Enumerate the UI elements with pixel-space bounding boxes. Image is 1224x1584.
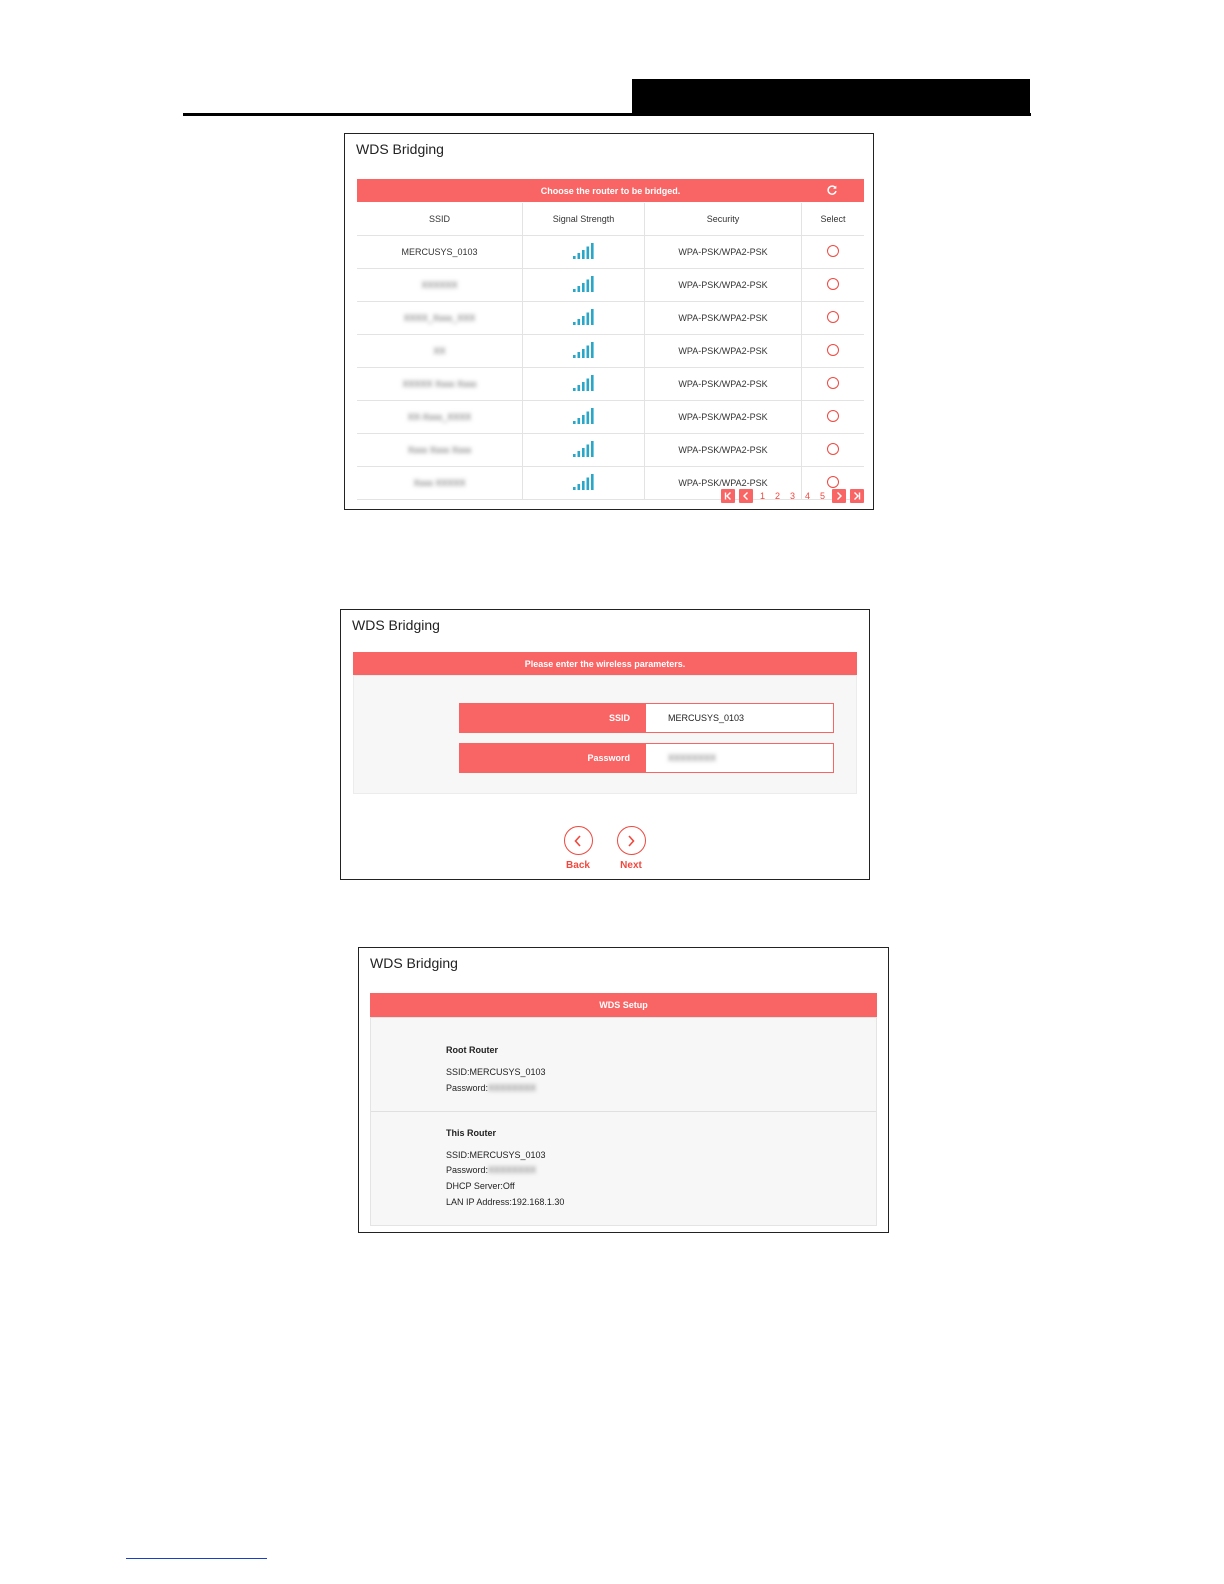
- select-cell: [802, 269, 865, 302]
- security-text: WPA-PSK/WPA2-PSK: [678, 379, 768, 389]
- column-header-ssid: SSID: [357, 203, 523, 236]
- panel-title: WDS Bridging: [370, 955, 458, 971]
- signal-strength-icon: [573, 441, 595, 459]
- ssid-cell: [357, 467, 523, 500]
- banner: Please enter the wireless parameters.: [353, 652, 857, 675]
- chevron-right-icon: [617, 826, 646, 855]
- footer-link-underline: [126, 1558, 267, 1559]
- signal-cell: [523, 401, 645, 434]
- password-value: XXXXXXXX: [668, 753, 717, 763]
- this-router-password: [446, 1165, 536, 1175]
- last-page-button[interactable]: [850, 489, 864, 503]
- ssid-cell: [357, 236, 523, 269]
- ssid-text: Xxxx Xxxx Xxxx: [407, 445, 472, 455]
- security-text: WPA-PSK/WPA2-PSK: [678, 445, 768, 455]
- table-row[interactable]: [357, 302, 864, 335]
- password-field: [459, 743, 834, 773]
- signal-strength-icon: [573, 342, 595, 360]
- security-text: WPA-PSK/WPA2-PSK: [678, 478, 768, 488]
- select-radio[interactable]: [827, 311, 839, 323]
- ssid-cell: [357, 302, 523, 335]
- ssid-text: XXXX_Xxxx_XXX: [403, 313, 476, 323]
- wds-setup-summary-panel: [358, 947, 889, 1233]
- panel-title: WDS Bridging: [352, 617, 440, 633]
- next-label: Next: [620, 860, 642, 871]
- column-header-select: Select: [802, 203, 865, 236]
- ssid-text: Xxxx XXXXX: [413, 478, 466, 488]
- next-page-button[interactable]: [832, 489, 846, 503]
- ssid-text: MERCUSYS_0103: [401, 247, 478, 257]
- this-router-title: This Router: [446, 1128, 497, 1138]
- ssid-text: XX-Xxxx_XXXX: [407, 412, 472, 422]
- this-router-lan-ip: LAN IP Address:192.168.1.30: [446, 1197, 565, 1207]
- security-cell: [645, 401, 802, 434]
- router-table: [357, 203, 864, 500]
- header-block: [632, 79, 1030, 116]
- ssid-text: XXXXX Xxxx Xxxx: [402, 379, 477, 389]
- signal-cell: [523, 434, 645, 467]
- security-text: WPA-PSK/WPA2-PSK: [678, 280, 768, 290]
- signal-cell: [523, 467, 645, 500]
- select-radio[interactable]: [827, 344, 839, 356]
- wds-router-list-panel: [344, 133, 874, 510]
- select-cell: [802, 401, 865, 434]
- section-divider: [371, 1111, 876, 1112]
- select-cell: [802, 368, 865, 401]
- refresh-icon[interactable]: [826, 184, 838, 196]
- column-header-security: Security: [645, 203, 802, 236]
- this-password-value: XXXXXXXX: [488, 1165, 537, 1175]
- ssid-field: [459, 703, 834, 733]
- table-row[interactable]: [357, 335, 864, 368]
- signal-cell: [523, 269, 645, 302]
- this-router-dhcp: DHCP Server:Off: [446, 1181, 515, 1191]
- security-text: WPA-PSK/WPA2-PSK: [678, 412, 768, 422]
- ssid-cell: [357, 434, 523, 467]
- ssid-cell: [357, 269, 523, 302]
- signal-cell: [523, 302, 645, 335]
- table-row[interactable]: [357, 269, 864, 302]
- select-cell: [802, 434, 865, 467]
- password-label: Password: [460, 744, 646, 772]
- select-radio[interactable]: [827, 410, 839, 422]
- security-cell: [645, 368, 802, 401]
- security-cell: [645, 269, 802, 302]
- ssid-cell: [357, 368, 523, 401]
- banner: [357, 179, 864, 202]
- security-cell: [645, 236, 802, 269]
- signal-cell: [523, 335, 645, 368]
- select-radio[interactable]: [827, 377, 839, 389]
- ssid-cell: [357, 335, 523, 368]
- banner: WDS Setup: [370, 993, 877, 1017]
- signal-strength-icon: [573, 243, 595, 261]
- back-label: Back: [566, 860, 590, 871]
- select-cell: [802, 335, 865, 368]
- page-link-4[interactable]: 4: [804, 491, 810, 501]
- table-row[interactable]: [357, 368, 864, 401]
- security-cell: [645, 302, 802, 335]
- next-button[interactable]: [611, 826, 651, 871]
- table-row[interactable]: [357, 236, 864, 269]
- select-radio[interactable]: [827, 245, 839, 257]
- signal-strength-icon: [573, 408, 595, 426]
- signal-strength-icon: [573, 276, 595, 294]
- root-password-label: Password:: [446, 1083, 489, 1093]
- page-link-5[interactable]: 5: [819, 491, 825, 501]
- root-router-ssid: SSID:MERCUSYS_0103: [446, 1067, 546, 1077]
- ssid-text: XXXXXX: [421, 280, 458, 290]
- back-button[interactable]: [558, 826, 598, 871]
- first-page-button[interactable]: [721, 489, 735, 503]
- security-cell: [645, 434, 802, 467]
- wds-wireless-params-panel: [340, 609, 870, 880]
- signal-cell: [523, 236, 645, 269]
- chevron-left-icon: [564, 826, 593, 855]
- ssid-input[interactable]: MERCUSYS_0103: [668, 713, 745, 723]
- table-row[interactable]: [357, 401, 864, 434]
- select-cell: [802, 236, 865, 269]
- page-link-3[interactable]: 3: [789, 491, 795, 501]
- root-router-password: [446, 1083, 536, 1093]
- password-input[interactable]: [646, 744, 833, 772]
- banner-text: Choose the router to be bridged.: [540, 185, 681, 196]
- prev-page-button[interactable]: [739, 489, 753, 503]
- table-row[interactable]: [357, 434, 864, 467]
- header-rule: [183, 113, 1031, 116]
- this-password-label: Password:: [446, 1165, 489, 1175]
- root-password-value: XXXXXXXX: [488, 1083, 537, 1093]
- select-radio[interactable]: [827, 278, 839, 290]
- form-box: [353, 675, 857, 794]
- page-link-1[interactable]: 1: [759, 491, 765, 501]
- signal-strength-icon: [573, 309, 595, 327]
- page-link-2[interactable]: 2: [774, 491, 780, 501]
- select-radio[interactable]: [827, 476, 839, 488]
- security-text: WPA-PSK/WPA2-PSK: [678, 313, 768, 323]
- signal-cell: [523, 368, 645, 401]
- signal-strength-icon: [573, 474, 595, 492]
- column-header-signal: Signal Strength: [523, 203, 645, 236]
- select-cell: [802, 302, 865, 335]
- pagination: [721, 489, 864, 503]
- ssid-text: XX: [433, 346, 446, 356]
- root-router-title: Root Router: [446, 1045, 498, 1055]
- ssid-label: SSID: [460, 704, 646, 732]
- security-text: WPA-PSK/WPA2-PSK: [678, 247, 768, 257]
- table-header-row: [357, 203, 864, 236]
- panel-title: WDS Bridging: [356, 141, 444, 157]
- signal-strength-icon: [573, 375, 595, 393]
- this-router-ssid: SSID:MERCUSYS_0103: [446, 1150, 546, 1160]
- summary-box: [370, 1017, 877, 1226]
- security-text: WPA-PSK/WPA2-PSK: [678, 346, 768, 356]
- select-radio[interactable]: [827, 443, 839, 455]
- security-cell: [645, 335, 802, 368]
- ssid-cell: [357, 401, 523, 434]
